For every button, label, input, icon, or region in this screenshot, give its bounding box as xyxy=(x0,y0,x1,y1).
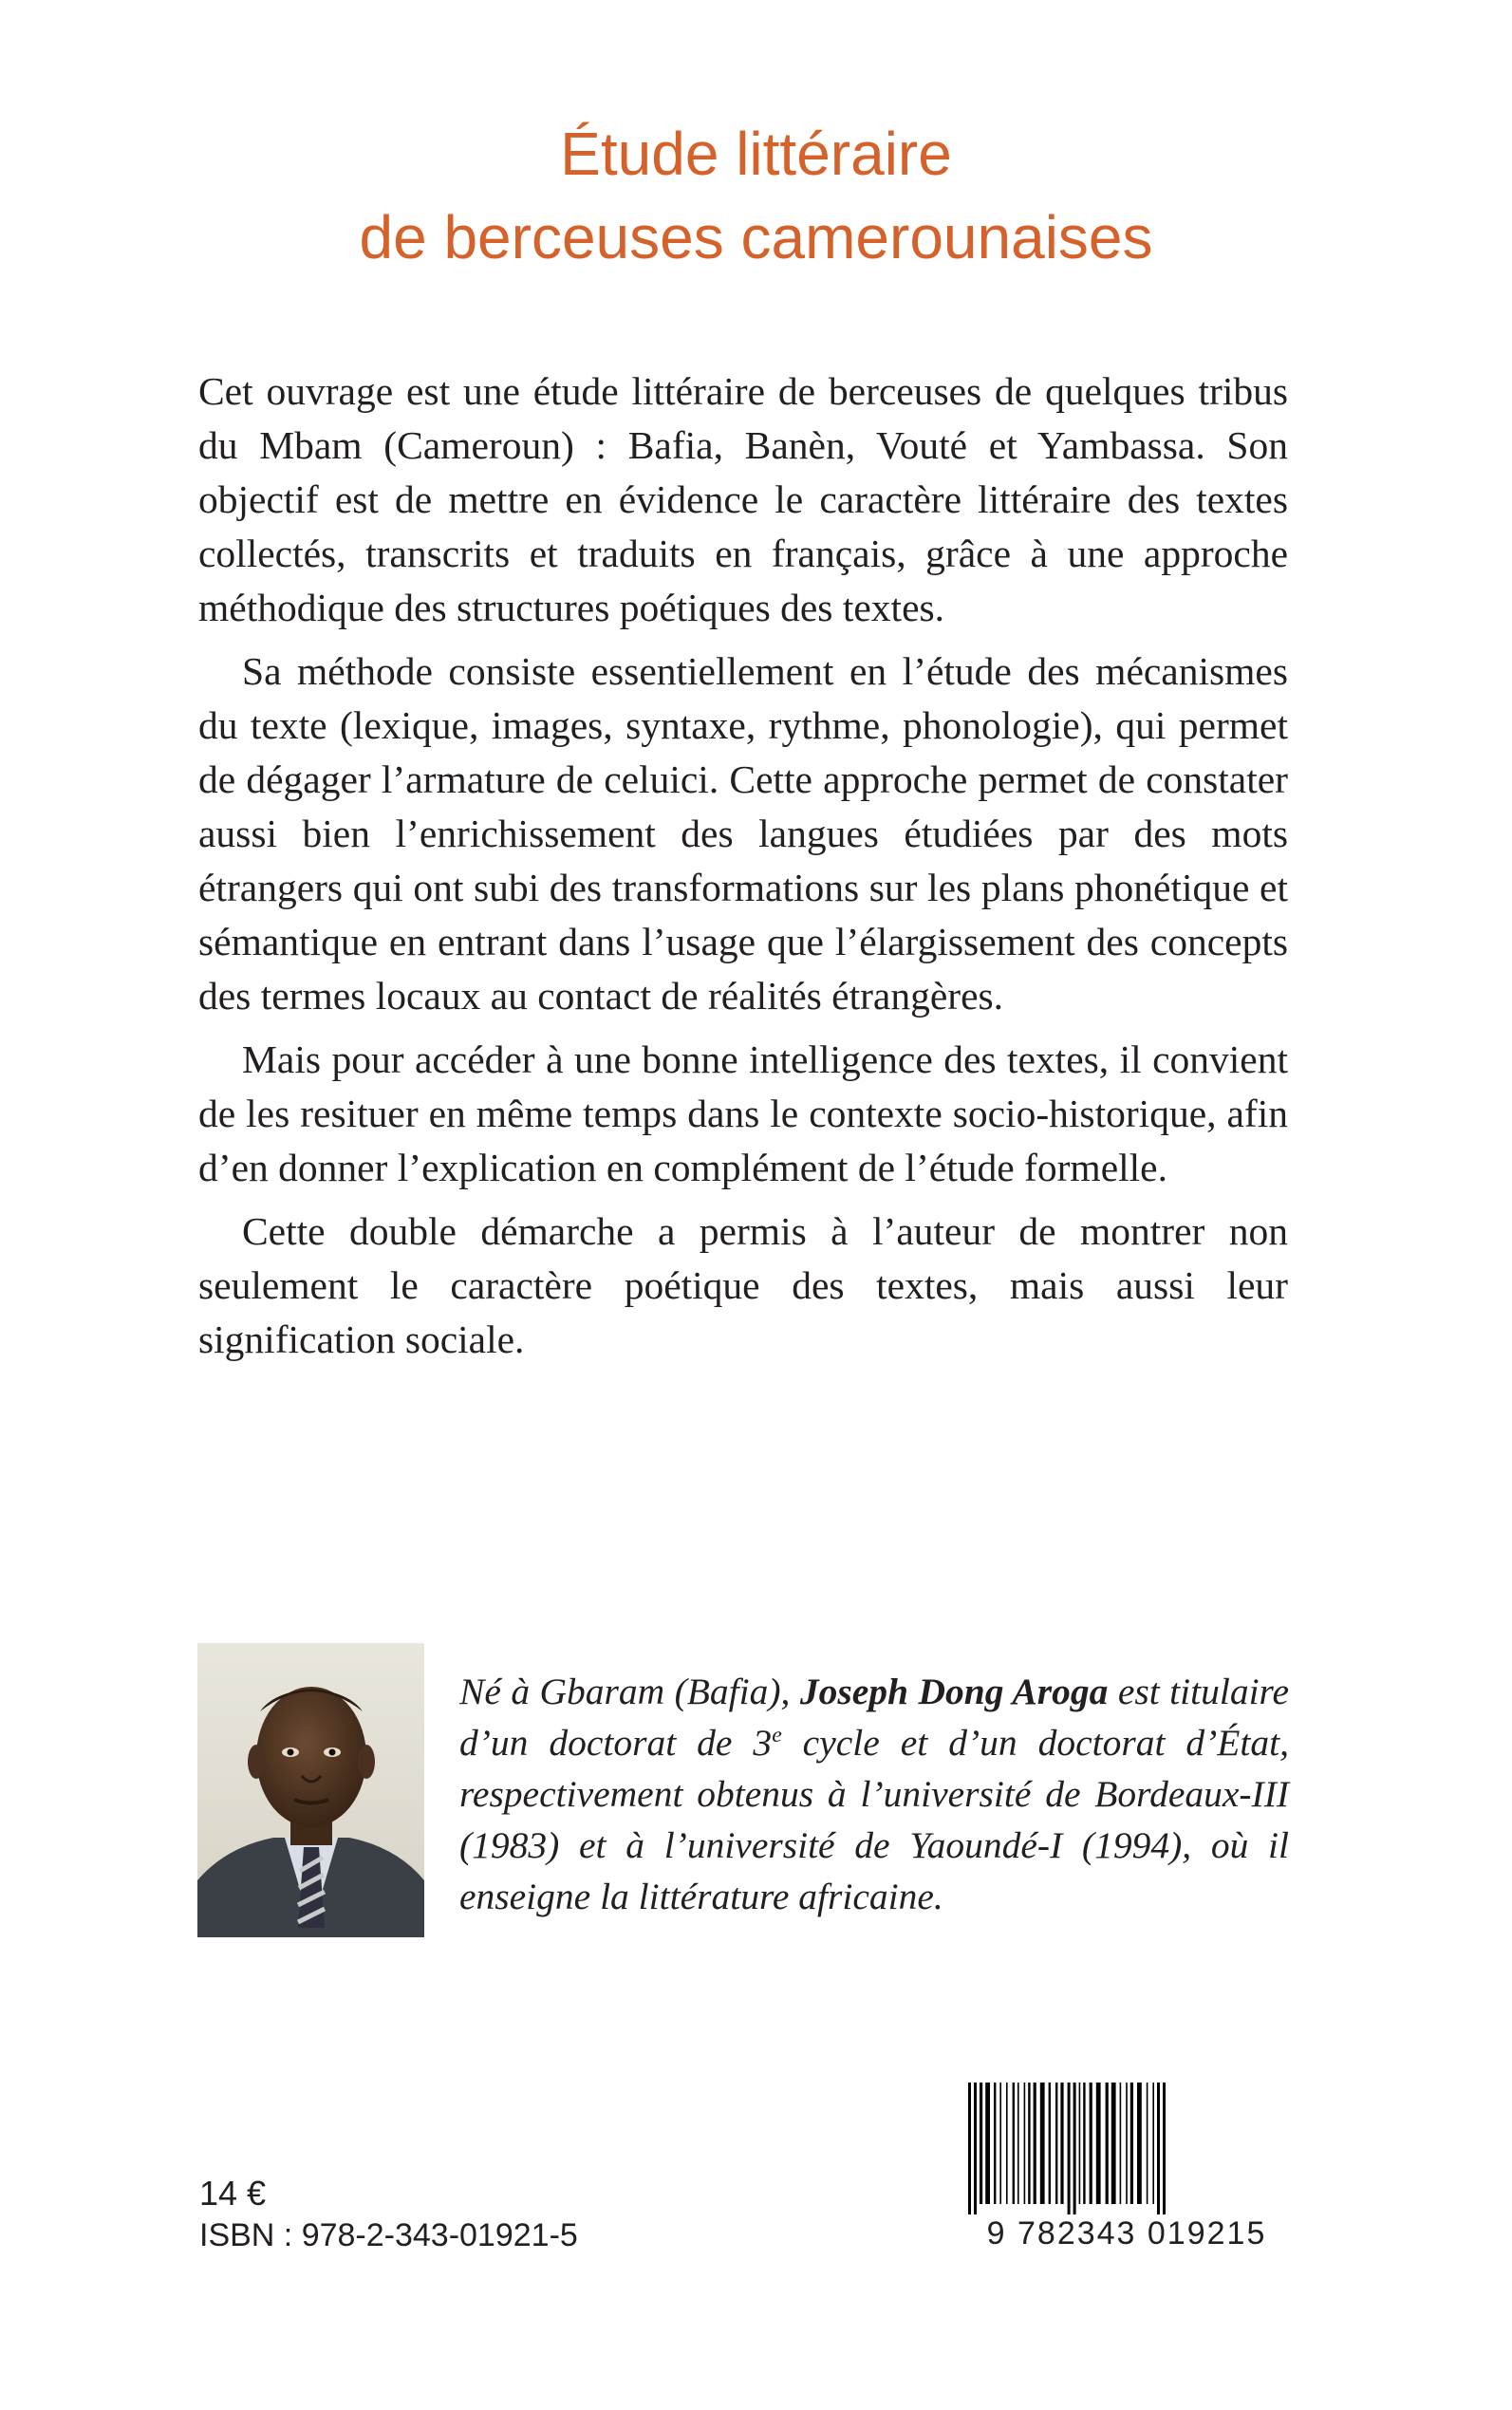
barcode-guard-bar xyxy=(1068,2083,1071,2215)
barcode-bar xyxy=(1024,2083,1026,2204)
barcode-bar xyxy=(1055,2083,1057,2204)
price: 14 € xyxy=(199,2174,267,2213)
book-title-line-2: de berceuses camerounaises xyxy=(359,203,1153,271)
barcode-guard-bar xyxy=(1157,2083,1160,2215)
barcode-bar xyxy=(1028,2083,1030,2204)
barcode-bar xyxy=(1060,2083,1063,2204)
back-cover-summary xyxy=(198,364,1288,1376)
author-portrait-image xyxy=(197,1643,424,1937)
author-photo xyxy=(197,1643,424,1937)
barcode-bar xyxy=(999,2083,1001,2204)
barcode-guard-bar xyxy=(1163,2083,1166,2215)
barcode-bar xyxy=(1106,2083,1109,2204)
bio-text-2: cycle et d’un doctorat d’État, respectivement obtenus à l’université de Bordeaux-III (1983) et à l’université de Yaoundé-I (1994), où il enseigne la littérature africaine. xyxy=(459,1722,1289,1917)
barcode-guard-bar xyxy=(968,2083,971,2215)
summary-paragraph-2: Sa méthode consiste essentiellement en l’étude des mécanismes du texte (lexique, images, syntaxe, rythme, phonologie), qui permet de dégager l’armature de celuici. Cette approche permet de constater aussi bien l’enrichissement des langues étudiées par des mots étrangers qui ont subi des transformations sur les plans phonétique et sémantique en entrant dans l’usage que l’élargissement des concepts des termes locaux au contact de réalités étrangères. xyxy=(198,649,1288,1018)
barcode-guard-bar xyxy=(974,2083,977,2215)
barcode-digits: 9 782343 019215 xyxy=(961,2214,1293,2252)
barcode-bar xyxy=(1130,2083,1133,2204)
barcode-bar xyxy=(1017,2083,1019,2204)
isbn: ISBN : 978-2-343-01921-5 xyxy=(199,2217,578,2253)
barcode-guard-bar xyxy=(1073,2083,1076,2215)
summary-paragraph-1: Cet ouvrage est une étude littéraire de berceuses de quelques tribus du Mbam (Cameroun) : Bafia, Banèn, Vouté et Yambassa. Son objectif est de mettre en évidence le caractère littéraire des textes collectés, transcrits et traduits en français, grâce à une approche méthodique des structures poétiques des textes. xyxy=(198,369,1288,629)
author-bio xyxy=(459,1666,1289,1922)
barcode-bar xyxy=(1096,2083,1101,2204)
barcode-bar xyxy=(1120,2083,1122,2204)
book-title xyxy=(0,112,1512,279)
barcode-bars xyxy=(962,2083,1291,2215)
barcode-bar xyxy=(1034,2083,1036,2204)
barcode-bar xyxy=(1152,2083,1154,2204)
summary-paragraph-4: Cette double démarche a permis à l’auteur de montrer non seulement le caractère poétique des textes, mais aussi leur signification sociale. xyxy=(198,1209,1288,1361)
barcode-bar xyxy=(1006,2083,1008,2204)
bio-text-1: est titulaire d’un doctorat de 3 xyxy=(459,1671,1289,1764)
barcode-bar xyxy=(1126,2083,1128,2204)
barcode-bar xyxy=(1090,2083,1092,2204)
author-name: Joseph Dong Aroga xyxy=(799,1671,1109,1712)
summary-paragraph-3: Mais pour accéder à une bonne intelligence des textes, il convient de les resituer en même temps dans le contexte socio-historique, afin d’en donner l’explication en complément de l’étude formelle. xyxy=(198,1037,1288,1189)
barcode-bar xyxy=(1083,2083,1085,2204)
barcode-bar xyxy=(1111,2083,1116,2204)
bio-intro: Né à Gbaram (Bafia), xyxy=(459,1671,800,1712)
barcode-bar xyxy=(1049,2083,1051,2204)
barcode-bar xyxy=(985,2083,990,2204)
barcode-bar xyxy=(994,2083,996,2204)
barcode-bar xyxy=(1013,2083,1015,2204)
barcode-bar xyxy=(1079,2083,1081,2204)
book-title-line-1: Étude littéraire xyxy=(560,120,952,188)
barcode-bar xyxy=(1040,2083,1045,2204)
barcode-bar xyxy=(980,2083,982,2204)
barcode-bar xyxy=(1147,2083,1148,2204)
barcode-bar xyxy=(1137,2083,1142,2204)
bio-superscript: e xyxy=(772,1722,782,1747)
